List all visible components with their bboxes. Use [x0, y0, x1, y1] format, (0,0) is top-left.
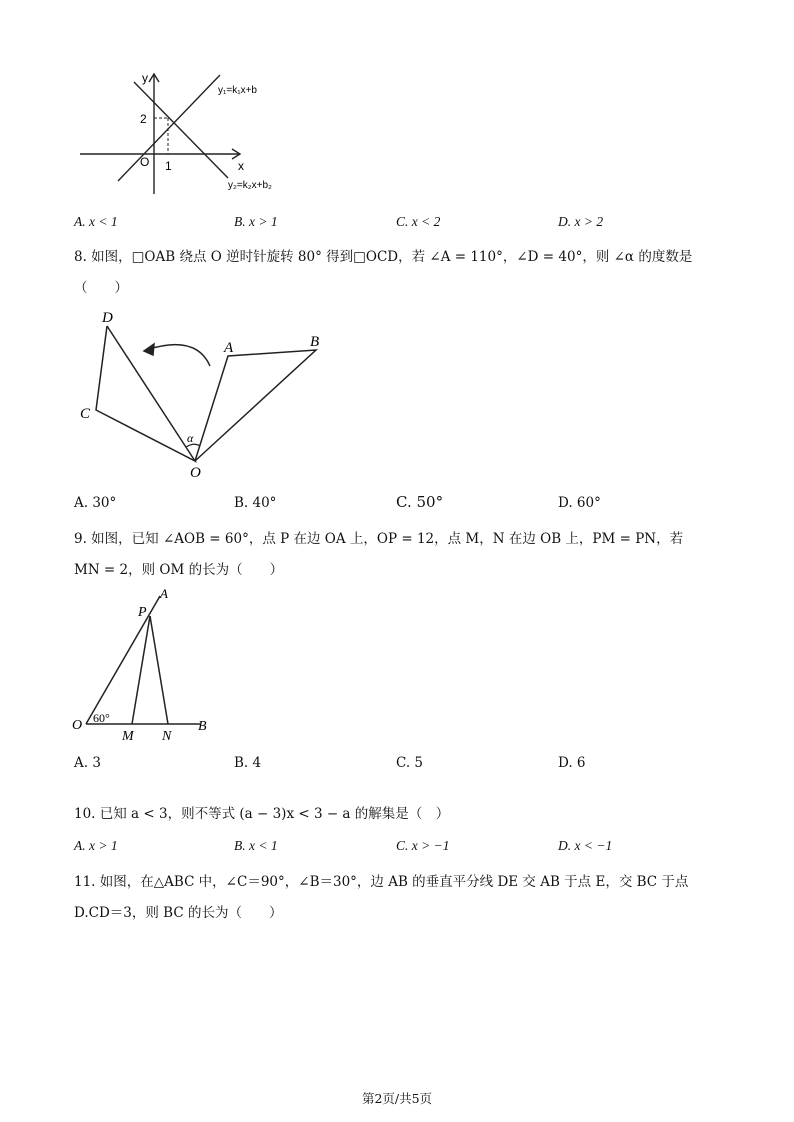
- tick-x-label: 1: [165, 159, 172, 173]
- q8-option-a[interactable]: A. 30°: [74, 495, 117, 511]
- q8-option-d[interactable]: D. 60°: [558, 495, 601, 511]
- angle-60-label: 60°: [93, 711, 110, 725]
- label-b: B: [198, 719, 207, 734]
- q10-stem: 10. 已知 a < 3，则不等式 (a − 3)x < 3 − a 的解集是（ ）: [74, 806, 450, 822]
- line2-label: y₂=k₂x+b₂: [228, 180, 272, 191]
- q7-option-b[interactable]: B. x > 1: [234, 214, 278, 229]
- q10-option-c[interactable]: C. x > −1: [396, 838, 450, 853]
- y-axis-label: y: [142, 71, 148, 85]
- label-m: M: [122, 729, 134, 744]
- q8-stem-line1: 8. 如图，□OAB 绕点 O 逆时针旋转 80° 得到□OCD，若 ∠A = 110°，∠D = 40°，则 ∠α 的度数是: [74, 249, 693, 265]
- q9-stem-line1: 9. 如图，已知 ∠AOB = 60°，点 P 在边 OA 上，OP = 12，点 M，N 在边 OB 上，PM = PN，若: [74, 531, 684, 547]
- segment-pn: [150, 616, 168, 724]
- label-o: O: [190, 465, 201, 481]
- q7-option-d[interactable]: D. x > 2: [558, 214, 604, 229]
- q8-option-c[interactable]: C. 50°: [396, 493, 444, 511]
- q9-option-d[interactable]: D. 6: [558, 755, 586, 771]
- triangle-oab: [195, 350, 316, 461]
- q9-stem-line2: MN = 2，则 OM 的长为（ ）: [74, 562, 284, 578]
- q10-option-d[interactable]: D. x < −1: [558, 838, 613, 853]
- x-axis-label: x: [238, 159, 244, 173]
- tick-y-label: 2: [140, 112, 147, 126]
- triangle-ocd: [96, 326, 195, 461]
- q9-angle-figure: [70, 582, 230, 747]
- q11-stem-line1: 11. 如图，在△ABC 中，∠C＝90°，∠B＝30°，边 AB 的垂直平分线 DE 交 AB 于点 E，交 BC 于点: [74, 874, 689, 890]
- label-b: B: [310, 334, 320, 350]
- q7-option-a[interactable]: A. x < 1: [74, 214, 118, 229]
- q8-option-b[interactable]: B. 40°: [234, 495, 277, 511]
- q7-graph-figure: [70, 68, 310, 198]
- label-o: O: [72, 718, 83, 733]
- line1-label: y₁=k₁x+b: [218, 85, 257, 96]
- label-a: A: [224, 340, 234, 356]
- rotation-arrowhead: [144, 344, 154, 355]
- origin-label: O: [140, 155, 150, 169]
- label-alpha: α: [187, 431, 194, 445]
- label-c: C: [80, 406, 91, 422]
- rotation-arrow: [146, 345, 210, 366]
- q11-stem-line2: D.CD＝3，则 BC 的长为（ ）: [74, 905, 283, 921]
- q8-rotation-figure: [76, 304, 346, 484]
- q10-option-b[interactable]: B. x < 1: [234, 838, 278, 853]
- label-a: A: [160, 586, 168, 601]
- page-number-footer: 第2页/共5页: [361, 1091, 433, 1106]
- q9-option-c[interactable]: C. 5: [396, 755, 424, 771]
- label-p: P: [138, 605, 147, 620]
- segment-pm: [132, 616, 150, 724]
- q9-option-a[interactable]: A. 3: [74, 755, 101, 771]
- q8-stem-line2: （ ）: [74, 280, 128, 296]
- label-n: N: [162, 729, 172, 744]
- ray-oa: [86, 596, 160, 724]
- q7-option-c[interactable]: C. x < 2: [396, 214, 441, 229]
- label-d: D: [102, 310, 113, 326]
- q9-option-b[interactable]: B. 4: [234, 755, 262, 771]
- q10-option-a[interactable]: A. x > 1: [74, 838, 118, 853]
